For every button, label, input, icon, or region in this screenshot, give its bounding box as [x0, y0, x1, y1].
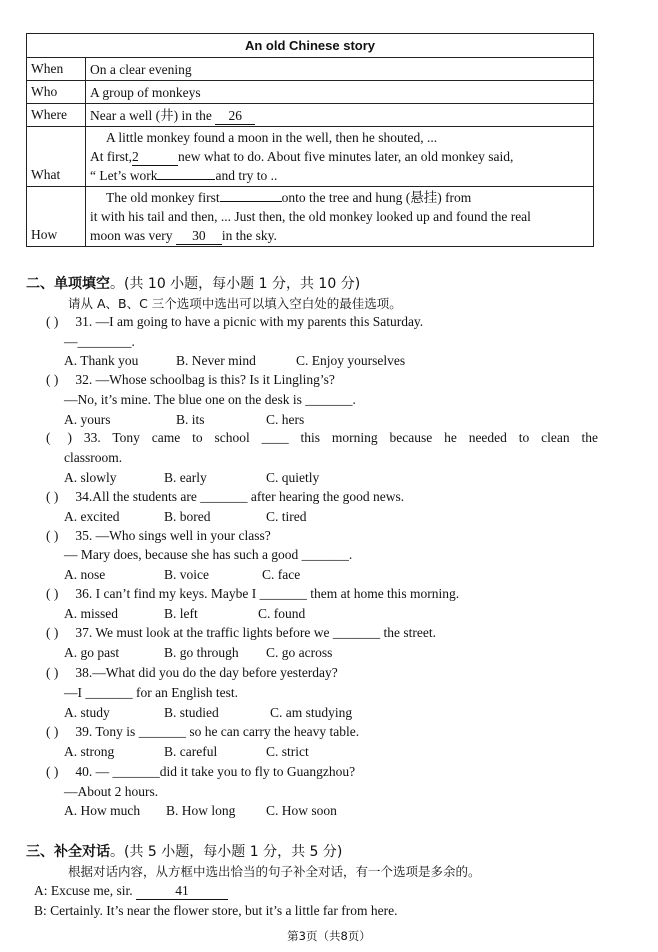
section-3-points: 。(共 5 小题，每小题 1 分，共 5 分): [110, 844, 343, 860]
option-b[interactable]: B. early: [164, 470, 207, 485]
option-a[interactable]: A. yours: [64, 412, 111, 427]
option-c[interactable]: C. am studying: [270, 705, 353, 720]
option-b[interactable]: B. go through: [164, 645, 239, 660]
answer-blank-30[interactable]: 30: [176, 228, 222, 245]
question-33: [46, 429, 598, 447]
dialogue-line-b: B: Certainly. It’s near the flower store, but it’s a little far from here.: [34, 903, 398, 918]
question-stem: 33. Tony came to school ____ this morning because he needed to clean the: [83, 430, 598, 445]
what-line-2a: At first,: [90, 149, 132, 164]
how-line-1: [90, 188, 589, 207]
question-38: [46, 664, 338, 682]
question-33-line-2: classroom.: [64, 450, 123, 465]
section-2-heading: [26, 273, 360, 293]
what-line-3a: “ Let’s work: [90, 168, 158, 183]
question-stem: 34.All the students are _______ after hearing the good news.: [75, 489, 405, 504]
section-3-number: 三、: [26, 844, 54, 860]
table-row: [27, 58, 594, 81]
row-text: A group of monkeys: [86, 81, 594, 104]
answer-blank-29[interactable]: [220, 201, 282, 202]
question-35: [46, 527, 271, 545]
section-2-title: 单项填空: [54, 276, 110, 292]
answer-paren[interactable]: ( ): [46, 528, 59, 543]
section-3-title: 补全对话: [54, 844, 110, 860]
row-text: [86, 187, 594, 247]
question-34: [46, 488, 404, 506]
answer-blank-26[interactable]: 26: [215, 108, 255, 125]
how-line-1b: onto the tree and hung (悬挂) from: [281, 190, 472, 205]
option-c[interactable]: C. quietly: [266, 470, 320, 485]
answer-paren[interactable]: ( ): [46, 430, 72, 445]
section-2-points: 。(共 10 小题，每小题 1 分，共 10 分): [110, 276, 361, 292]
question-32-line-2: —No, it’s mine. The blue one on the desk is _______.: [64, 392, 356, 407]
question-stem: 38.—What did you do the day before yesterday?: [75, 665, 338, 680]
question-stem: 35. —Who sings well in your class?: [75, 528, 271, 543]
table-row: [27, 81, 594, 104]
row-text: [86, 104, 594, 127]
row-label: Where: [27, 104, 86, 127]
option-a[interactable]: A. go past: [64, 645, 120, 660]
question-stem: 36. I can’t find my keys. Maybe I _______ them at home this morning.: [75, 586, 460, 601]
where-text: Near a well (井) in the: [90, 107, 212, 123]
answer-paren[interactable]: ( ): [46, 586, 59, 601]
question-39: [46, 723, 359, 741]
section-2-instruction: 请从 A、B、C 三个选项中选出可以填入空白处的最佳选项。: [68, 296, 402, 311]
answer-paren[interactable]: ( ): [46, 764, 59, 779]
answer-paren[interactable]: ( ): [46, 489, 59, 504]
how-line-2: it with his tail and then, ... Just then, the old monkey looked up and found the real: [90, 209, 531, 224]
option-c[interactable]: C. How soon: [266, 803, 337, 818]
what-line-3b: and try to ..: [215, 168, 278, 183]
table-title: An old Chinese story: [27, 34, 594, 58]
option-a[interactable]: A. nose: [64, 567, 106, 582]
answer-blank-28[interactable]: [157, 179, 215, 180]
option-c[interactable]: C. Enjoy yourselves: [296, 353, 406, 368]
option-a[interactable]: A. How much: [64, 803, 141, 818]
option-c[interactable]: C. face: [262, 567, 301, 582]
section-3-heading: [26, 841, 342, 861]
question-37: [46, 624, 436, 642]
option-b[interactable]: B. studied: [164, 705, 219, 720]
answer-blank-27[interactable]: 2: [132, 149, 178, 166]
answer-paren[interactable]: ( ): [46, 665, 59, 680]
question-35-line-2: — Mary does, because she has such a good _______.: [64, 547, 353, 562]
how-line-3: [90, 226, 589, 245]
answer-blank-41[interactable]: 41: [136, 883, 228, 900]
question-40-line-2: —About 2 hours.: [64, 784, 159, 799]
answer-paren[interactable]: ( ): [46, 372, 59, 387]
row-label: What: [27, 127, 86, 187]
row-text: [86, 127, 594, 187]
question-stem: 39. Tony is _______ so he can carry the heavy table.: [75, 724, 360, 739]
how-line-3b: in the sky.: [221, 228, 277, 243]
what-line-1: A little monkey found a moon in the well, then he shouted, ...: [106, 130, 438, 145]
option-c[interactable]: C. tired: [266, 509, 307, 524]
option-a[interactable]: A. study: [64, 705, 110, 720]
option-c[interactable]: C. strict: [266, 744, 309, 759]
answer-paren[interactable]: ( ): [46, 625, 59, 640]
question-31: [46, 313, 423, 331]
option-c[interactable]: C. hers: [266, 412, 305, 427]
option-b[interactable]: B. How long: [166, 803, 236, 818]
table-row: [27, 127, 594, 187]
option-c[interactable]: C. found: [258, 606, 306, 621]
answer-paren[interactable]: ( ): [46, 724, 59, 739]
option-b[interactable]: B. bored: [164, 509, 211, 524]
question-36: [46, 585, 459, 603]
option-a[interactable]: A. slowly: [64, 470, 117, 485]
option-a[interactable]: A. excited: [64, 509, 120, 524]
question-stem: 32. —Whose schoolbag is this? Is it Lingling’s?: [75, 372, 335, 387]
row-label: How: [27, 187, 86, 247]
page-footer: 第3页（共8页）: [287, 929, 371, 943]
dialogue-line-a: [34, 882, 228, 900]
option-b[interactable]: B. its: [176, 412, 205, 427]
story-table: [26, 33, 594, 247]
row-label: When: [27, 58, 86, 81]
table-row: [27, 104, 594, 127]
answer-paren[interactable]: ( ): [46, 314, 59, 329]
question-38-line-2: —I _______ for an English test.: [64, 685, 238, 700]
option-a[interactable]: A. Thank you: [64, 353, 139, 368]
what-line-3: [90, 166, 589, 185]
option-b[interactable]: B. careful: [164, 744, 218, 759]
option-b[interactable]: B. Never mind: [176, 353, 256, 368]
option-b[interactable]: B. voice: [164, 567, 209, 582]
row-label: Who: [27, 81, 86, 104]
section-3-instruction: 根据对话内容，从方框中选出恰当的句子补全对话，有一个选项是多余的。: [68, 864, 481, 879]
table-row: [27, 187, 594, 247]
how-line-3a: moon was very: [90, 228, 173, 243]
option-c[interactable]: C. go across: [266, 645, 333, 660]
row-text: On a clear evening: [86, 58, 594, 81]
question-32: [46, 371, 335, 389]
how-line-1a: The old monkey first: [106, 190, 220, 205]
option-a[interactable]: A. missed: [64, 606, 118, 621]
question-stem: 31. —I am going to have a picnic with my parents this Saturday.: [75, 314, 424, 329]
option-b[interactable]: B. left: [164, 606, 198, 621]
what-line-2b: new what to do. About five minutes later, an old monkey said,: [178, 149, 514, 164]
section-2-number: 二、: [26, 276, 54, 292]
what-line-2: [90, 147, 589, 166]
question-31-line-2: —________.: [64, 334, 135, 349]
dialogue-a-text: A: Excuse me, sir.: [34, 883, 133, 898]
question-stem: 37. We must look at the traffic lights before we _______ the street.: [75, 625, 436, 640]
option-a[interactable]: A. strong: [64, 744, 115, 759]
question-stem: 40. — _______did it take you to fly to Guangzhou?: [75, 764, 356, 779]
question-40: [46, 763, 355, 781]
